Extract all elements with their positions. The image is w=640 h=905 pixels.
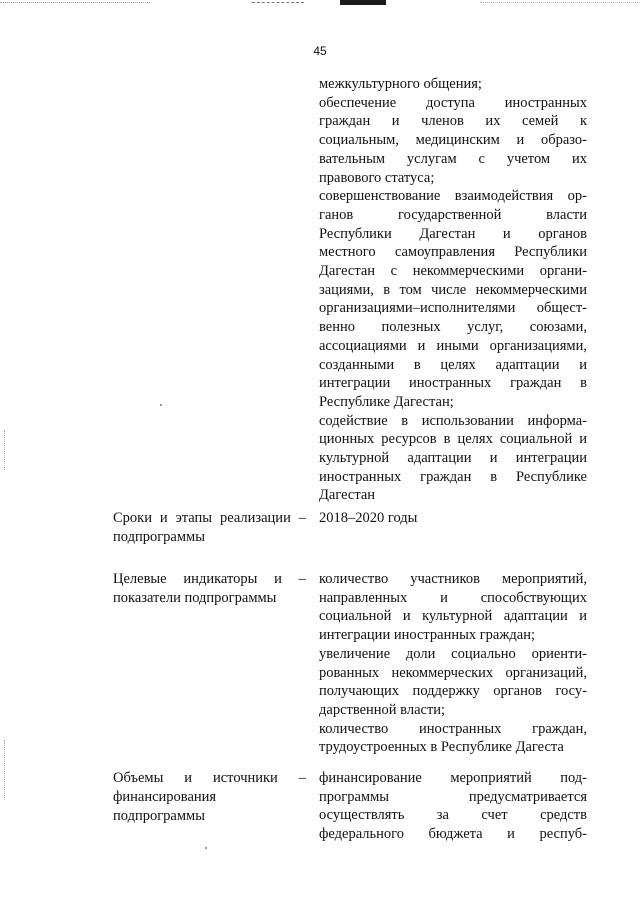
label-line: показатели подпрограммы — [113, 590, 277, 606]
value-line: дарственной власти; — [319, 701, 446, 718]
value-line: граждан и членов их семей к — [319, 113, 587, 130]
value-line: созданными в целях адаптации и — [319, 356, 587, 373]
value-line: финансирование мероприятий под- — [319, 770, 587, 786]
scan-mark — [340, 0, 386, 5]
scan-edge-right — [480, 2, 640, 4]
value-line: межкультурного общения; — [319, 76, 482, 92]
row-value — [319, 509, 587, 528]
value-line: зациями, в том числе некоммерческими — [319, 281, 587, 298]
value-line: трудоустроенных в Республике Дагеста — [319, 739, 564, 756]
scan-speck — [160, 404, 162, 406]
value-line: содействие в использовании информа- — [319, 412, 587, 429]
label-line: подпрограммы — [113, 529, 205, 545]
value-line: 2018–2020 годы — [319, 510, 418, 526]
page-number: 45 — [313, 44, 327, 58]
value-line: организациями–исполнителями общест- — [319, 300, 587, 317]
value-line: программы предусматривается — [319, 788, 587, 805]
value-line: интеграции иностранных граждан; — [319, 627, 535, 644]
row-value — [319, 769, 587, 844]
row-value — [319, 570, 587, 757]
value-line: местного самоуправления Республики — [319, 244, 587, 261]
value-line: социальным, медицинским и образо- — [319, 132, 587, 149]
value-line: рованных некоммерческих организаций, — [319, 664, 587, 681]
scan-edge-left-lower — [4, 740, 6, 800]
value-line: социальной и культурной адаптации и — [319, 608, 587, 625]
scan-edge — [0, 2, 150, 4]
value-line: направленных и способствующих — [319, 589, 587, 606]
value-line: вательным услугам с учетом их — [319, 150, 587, 167]
value-line: ганов государственной власти — [319, 206, 587, 223]
value-line: количество участников мероприятий, — [319, 571, 587, 587]
value-line: Республики Дагестан и органов — [319, 225, 587, 242]
value-line: Дагестан — [319, 487, 376, 504]
value-line: увеличение доли социально ориенти- — [319, 645, 587, 662]
value-line: количество иностранных граждан, — [319, 720, 587, 737]
scan-edge-left — [4, 430, 6, 470]
scan-speck — [205, 847, 207, 849]
label-line: Целевые индикаторы и – — [113, 571, 306, 587]
label-line: подпрограммы — [113, 808, 205, 824]
value-line: совершенствование взаимодействия ор- — [319, 188, 587, 205]
label-line: Объемы и источники – — [113, 770, 306, 786]
row-label — [113, 570, 306, 608]
label-line: Сроки и этапы реализации – — [113, 510, 306, 526]
value-line: Республике Дагестан; — [319, 393, 454, 410]
row-value — [319, 75, 587, 505]
scan-artifact — [252, 2, 304, 4]
value-line: интеграции иностранных граждан в — [319, 375, 587, 392]
value-line: осуществлять за счет средств — [319, 807, 587, 824]
value-line: правового статуса; — [319, 169, 435, 186]
value-line: Дагестан с некоммерческими органи- — [319, 263, 587, 280]
value-line: венно полезных услуг, союзами, — [319, 319, 587, 336]
value-line: федерального бюджета и респуб- — [319, 826, 587, 843]
value-line: получающих поддержку органов госу- — [319, 683, 587, 700]
value-line: ассоциациями и иными организациями, — [319, 337, 587, 354]
value-line: культурной адаптации и интеграции — [319, 450, 587, 467]
row-label — [113, 509, 306, 547]
value-line: иностранных граждан в Республике — [319, 468, 587, 485]
value-line: ционных ресурсов в целях социальной и — [319, 431, 587, 448]
value-line: обеспечение доступа иностранных — [319, 94, 587, 111]
row-label — [113, 769, 306, 826]
label-line: финансирования — [113, 789, 217, 805]
